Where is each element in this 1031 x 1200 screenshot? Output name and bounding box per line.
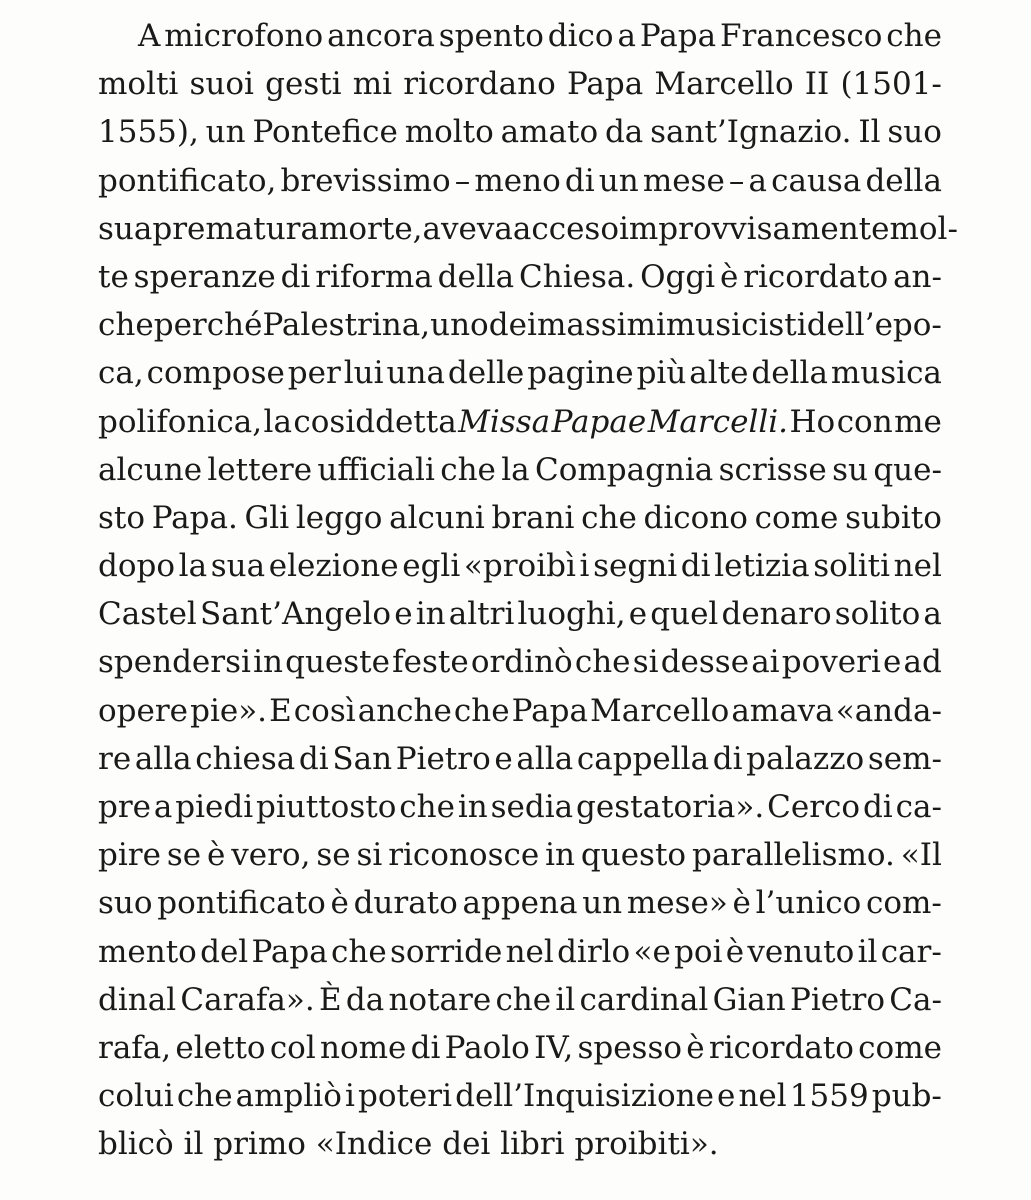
- text-line: [98, 735, 942, 783]
- word: sorride: [389, 933, 503, 970]
- word: –: [728, 162, 745, 199]
- word: nel: [505, 933, 554, 970]
- word: mese»: [626, 885, 728, 922]
- text-line: [98, 12, 942, 60]
- word: ancora: [327, 18, 435, 54]
- word: elezione: [268, 548, 399, 585]
- word: quel: [650, 596, 719, 633]
- word: alte: [689, 355, 749, 392]
- word: Papa: [511, 692, 588, 729]
- word: è: [719, 258, 739, 295]
- word: come: [754, 499, 839, 536]
- word: gestatoria».: [576, 789, 765, 825]
- text-line: [98, 398, 942, 446]
- word: improvvisamente: [619, 210, 890, 247]
- word: eletto: [175, 1029, 266, 1066]
- word: Chiesa.: [519, 258, 636, 295]
- word: ricordano: [403, 66, 556, 103]
- word: luoghi,: [517, 596, 626, 633]
- word: è: [206, 837, 226, 874]
- word: pontificato: [157, 885, 326, 922]
- word: a: [923, 596, 942, 633]
- word: con: [836, 403, 893, 440]
- text-line: [98, 301, 942, 349]
- word: aveva: [422, 210, 513, 247]
- word: poi: [674, 933, 723, 970]
- word: polifonica,: [98, 403, 263, 440]
- word: si: [356, 837, 383, 874]
- word: 1555),: [98, 114, 199, 151]
- text-line: [98, 494, 942, 542]
- word: sua: [98, 210, 153, 247]
- word: Marcello: [590, 692, 730, 729]
- text-line: [98, 253, 942, 301]
- word: suo: [887, 114, 942, 151]
- word: da: [345, 981, 385, 1018]
- word: compose: [146, 355, 285, 392]
- word: poveri: [781, 644, 881, 681]
- word: denaro: [721, 596, 832, 633]
- word: parallelismo.: [691, 837, 895, 874]
- word: riconosce: [388, 837, 540, 874]
- word: ad: [903, 644, 942, 681]
- word: questo: [580, 837, 687, 874]
- word: dinal: [98, 981, 177, 1018]
- word: brevissimo: [280, 162, 451, 199]
- word: –: [454, 162, 471, 199]
- word: che: [574, 644, 631, 681]
- word: 1559: [789, 1078, 869, 1115]
- word: dirlo: [557, 933, 631, 970]
- word: lettere: [207, 451, 313, 488]
- word: venuto: [747, 933, 855, 970]
- word: Papa: [566, 66, 644, 103]
- word: dei: [488, 307, 537, 344]
- italic-title-word: Marcelli.: [647, 403, 789, 440]
- word: della: [751, 355, 828, 392]
- word: è: [330, 885, 349, 922]
- word: un: [598, 162, 639, 199]
- word: della: [865, 162, 942, 199]
- word: col: [269, 1029, 316, 1066]
- word: e: [494, 740, 513, 777]
- word: pub-: [871, 1078, 942, 1115]
- word: Il: [858, 114, 881, 151]
- word: que-: [873, 451, 942, 488]
- text-line: [98, 1120, 942, 1168]
- word: «anda-: [835, 692, 942, 729]
- word: Papa: [639, 18, 717, 54]
- word: un: [582, 885, 623, 922]
- word: «proibì: [463, 548, 576, 585]
- word: causa: [771, 162, 862, 199]
- text-line: [98, 879, 942, 927]
- word: molti: [98, 66, 179, 103]
- word: dell’Inquisizione: [455, 1078, 714, 1115]
- word: spendersi: [98, 644, 251, 681]
- word: ai: [751, 644, 780, 681]
- word: alla: [516, 740, 574, 777]
- word: notare: [388, 981, 492, 1018]
- word: re: [98, 740, 132, 777]
- word: solito: [834, 596, 921, 633]
- word: musicisti: [665, 307, 807, 344]
- word: è: [732, 885, 751, 922]
- text-line: [98, 108, 942, 156]
- word: opere: [98, 692, 189, 729]
- word: per: [287, 355, 341, 392]
- word: uno: [430, 307, 489, 344]
- word: i: [579, 548, 590, 585]
- word: il: [555, 981, 576, 1018]
- word: a: [153, 789, 173, 825]
- word: Palestrina,: [262, 307, 431, 344]
- word: scrisse: [718, 451, 827, 488]
- text-line: [98, 1072, 942, 1120]
- word: car-: [880, 933, 942, 970]
- word: se: [166, 837, 202, 874]
- word: e: [883, 644, 902, 681]
- word: Pietro: [789, 981, 886, 1018]
- word: spento: [438, 18, 544, 54]
- word: vero,: [231, 837, 311, 874]
- word: A: [138, 18, 161, 54]
- word: sedia: [490, 789, 574, 825]
- word: cappella: [576, 740, 710, 777]
- word: Marcello: [654, 66, 794, 103]
- word: è: [725, 933, 745, 970]
- word: blicò il primo «Indice dei libri proibiti».: [98, 1126, 719, 1163]
- word: Ho: [789, 403, 836, 440]
- word: a: [617, 18, 636, 54]
- body-paragraph: [98, 12, 958, 1169]
- word: nel: [893, 548, 942, 585]
- word: dicono: [643, 499, 748, 536]
- word: di: [862, 789, 893, 825]
- word: dell’epo-: [806, 307, 942, 344]
- text-line: [98, 542, 942, 590]
- word: rafa,: [98, 1029, 172, 1066]
- word: me: [894, 403, 942, 440]
- word: brani: [491, 499, 575, 536]
- word: suo: [98, 885, 153, 922]
- text-line: [98, 205, 958, 253]
- word: Pietro: [395, 740, 491, 777]
- word: un: [205, 114, 246, 151]
- word: la: [501, 451, 530, 488]
- word: amava: [731, 692, 834, 729]
- word: e: [394, 596, 413, 633]
- word: in: [415, 596, 446, 633]
- word: Papa: [251, 933, 328, 970]
- word: che: [331, 933, 387, 970]
- word: Carafa».: [180, 981, 315, 1018]
- word: ca,: [98, 355, 144, 392]
- word: anche: [357, 692, 452, 729]
- word: in: [253, 644, 283, 681]
- word: così: [293, 692, 356, 729]
- word: di: [280, 258, 311, 295]
- word: di: [410, 1029, 441, 1066]
- word: più: [636, 355, 687, 392]
- word: ordinò: [470, 644, 573, 681]
- word: spesso: [577, 1029, 683, 1066]
- text-line: [98, 783, 942, 831]
- word: piuttosto: [256, 789, 397, 825]
- word: da: [604, 114, 644, 151]
- word: cosiddetta: [293, 403, 457, 440]
- word: morte,: [318, 210, 423, 247]
- word: desse: [660, 644, 750, 681]
- word: delle: [447, 355, 525, 392]
- word: Ca-: [889, 981, 942, 1018]
- word: ampliò: [235, 1078, 342, 1115]
- word: Castel: [98, 596, 197, 633]
- word: IV,: [534, 1029, 574, 1066]
- text-line: [98, 349, 942, 397]
- word: il: [857, 933, 878, 970]
- word: che: [886, 18, 942, 54]
- word: segni: [593, 548, 678, 585]
- word: massimi: [536, 307, 666, 344]
- word: mese: [642, 162, 725, 199]
- text-line: [98, 1024, 942, 1072]
- word: alcuni: [389, 499, 485, 536]
- word: chiesa: [195, 740, 296, 777]
- word: nome: [320, 1029, 407, 1066]
- word: «e: [633, 933, 671, 970]
- word: Compagnia: [534, 451, 714, 488]
- word: amato: [500, 114, 599, 151]
- word: Gli: [244, 499, 290, 536]
- word: la: [178, 548, 208, 585]
- word: che: [440, 451, 496, 488]
- word: Paolo: [444, 1029, 530, 1066]
- word: pire: [98, 837, 161, 874]
- text-line: [98, 928, 942, 976]
- word: che: [453, 692, 510, 729]
- word: in: [545, 837, 575, 874]
- word: si: [632, 644, 659, 681]
- text-line: [98, 976, 942, 1024]
- word: i: [344, 1078, 355, 1115]
- word: alcune: [98, 451, 203, 488]
- word: che: [399, 789, 455, 825]
- italic-title-word: Papae: [551, 403, 647, 440]
- word: colui: [98, 1078, 174, 1115]
- word: Francesco: [719, 18, 883, 54]
- word: «Il: [900, 837, 942, 874]
- word: acceso: [512, 210, 619, 247]
- word: soliti: [813, 548, 890, 585]
- word: di: [680, 548, 711, 585]
- word: microfono: [164, 18, 324, 54]
- word: se: [316, 837, 351, 874]
- word: della: [437, 258, 515, 295]
- word: e: [628, 596, 648, 633]
- text-line: [98, 638, 942, 686]
- word: egli: [402, 548, 461, 585]
- word: in: [457, 789, 488, 825]
- word: pre: [98, 789, 152, 825]
- word: Cerco: [767, 789, 861, 825]
- word: che: [581, 499, 637, 536]
- word: nel: [738, 1078, 787, 1115]
- word: ca-: [895, 789, 942, 825]
- word: ricordato: [743, 258, 889, 295]
- word: del: [200, 933, 249, 970]
- word: cardinal: [579, 981, 709, 1018]
- word: mi: [352, 66, 393, 103]
- word: an-: [893, 258, 942, 295]
- word: la: [263, 403, 292, 440]
- word: gesti: [265, 66, 342, 103]
- word: musica: [830, 355, 942, 392]
- word: com-: [865, 885, 942, 922]
- word: altri: [448, 596, 515, 633]
- word: mento: [98, 933, 197, 970]
- word: che: [98, 307, 154, 344]
- word: San: [332, 740, 393, 777]
- word: sua: [210, 548, 266, 585]
- text-line: [98, 157, 942, 205]
- word: È: [318, 981, 342, 1018]
- word: lui: [343, 355, 384, 392]
- text-line: [98, 590, 942, 638]
- word: è: [686, 1029, 705, 1066]
- word: ricordato: [708, 1029, 854, 1066]
- word: Papa.: [151, 499, 238, 536]
- word: sto: [98, 499, 146, 536]
- word: letizia: [714, 548, 810, 585]
- word: suoi: [189, 66, 254, 103]
- word: meno: [474, 162, 561, 199]
- cropped-previous-line: [98, 0, 938, 12]
- word: Gian: [712, 981, 786, 1018]
- text-line: [98, 831, 942, 879]
- word: perché: [153, 307, 263, 344]
- word: e: [717, 1078, 736, 1115]
- word: pagine: [527, 355, 634, 392]
- word: feste: [392, 644, 469, 681]
- word: speranze: [133, 258, 276, 295]
- word: che: [495, 981, 552, 1018]
- word: ufficiali: [317, 451, 435, 488]
- word: dopo: [98, 548, 176, 585]
- word: mol-: [889, 210, 958, 247]
- word: poteri: [357, 1078, 453, 1115]
- word: di: [298, 740, 329, 777]
- word: come: [858, 1029, 942, 1066]
- word: II: [804, 66, 830, 103]
- word: piedi: [175, 789, 254, 825]
- word: sem-: [867, 740, 942, 777]
- word: che: [176, 1078, 233, 1115]
- word: pontificato,: [98, 162, 277, 199]
- word: una: [386, 355, 445, 392]
- word: l’unico: [755, 885, 862, 922]
- italic-title-word: Missa: [458, 403, 551, 440]
- word: E: [269, 692, 292, 729]
- text-line: [98, 446, 942, 494]
- word: molto: [404, 114, 494, 151]
- word: sant’Ignazio.: [650, 114, 852, 151]
- word: di: [712, 740, 743, 777]
- word: (1501-: [840, 66, 942, 103]
- word: durato: [353, 885, 458, 922]
- word: leggo: [295, 499, 383, 536]
- word: riforma: [315, 258, 433, 295]
- word: a: [748, 162, 768, 199]
- text-line: [98, 60, 942, 108]
- word: queste: [285, 644, 390, 681]
- word: Oggi: [640, 258, 716, 295]
- word: Sant’Angelo: [199, 596, 392, 633]
- word: Pontefice: [252, 114, 398, 151]
- word: prematura: [152, 210, 319, 247]
- text-line: [98, 687, 942, 735]
- word: palazzo: [746, 740, 865, 777]
- word: alla: [134, 740, 192, 777]
- word: di: [564, 162, 595, 199]
- word: dico: [547, 18, 614, 54]
- word: te: [98, 258, 129, 295]
- word: su: [832, 451, 868, 488]
- word: pie».: [190, 692, 268, 729]
- word: subito: [845, 499, 942, 536]
- word: appena: [462, 885, 578, 922]
